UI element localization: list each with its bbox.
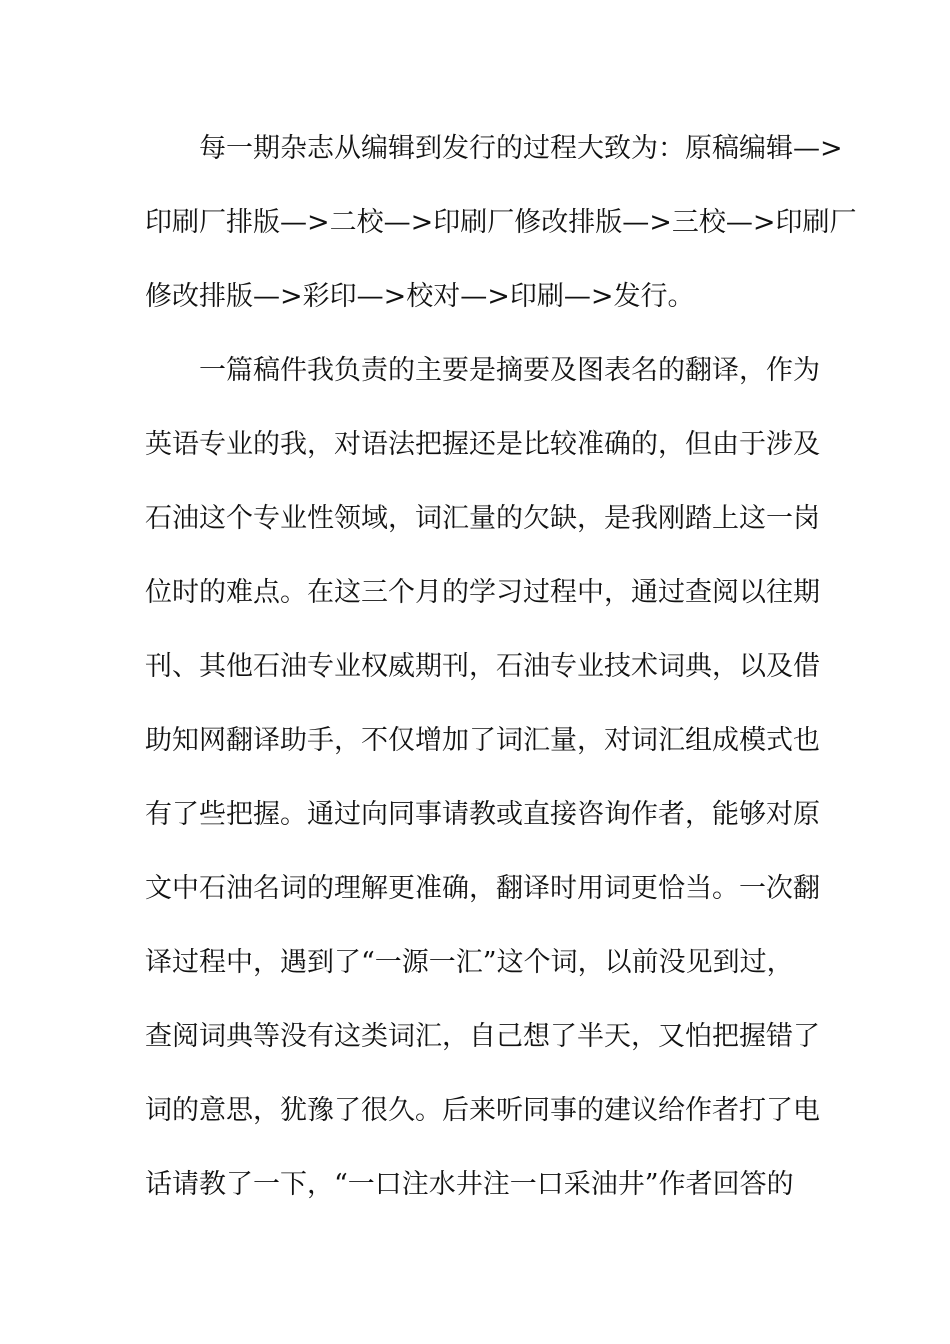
text-line: 位时的难点。在这三个月的学习过程中，通过查阅以往期	[145, 577, 820, 608]
text-line: 印刷厂排版—>二校—>印刷厂修改排版—>三校—>印刷厂	[145, 207, 857, 238]
text-line: 助知网翻译助手，不仅增加了词汇量，对词汇组成模式也	[145, 725, 820, 756]
text-line: 一篇稿件我负责的主要是摘要及图表名的翻译，作为	[199, 355, 820, 386]
text-line: 查阅词典等没有这类词汇，自己想了半天，又怕把握错了	[145, 1021, 820, 1052]
text-line: 文中石油名词的理解更准确，翻译时用词更恰当。一次翻	[145, 873, 820, 904]
paragraph-translation-work	[145, 334, 820, 1222]
paragraph-publishing-process	[145, 112, 857, 334]
text-line: 刊、其他石油专业权威期刊，石油专业技术词典，以及借	[145, 651, 820, 682]
text-line: 译过程中，遇到了“一源一汇”这个词，以前没见到过，	[145, 947, 794, 978]
text-line: 有了些把握。通过向同事请教或直接咨询作者，能够对原	[145, 799, 820, 830]
text-line: 英语专业的我，对语法把握还是比较准确的，但由于涉及	[145, 429, 820, 460]
document-body	[145, 112, 857, 1222]
text-line: 词的意思，犹豫了很久。后来听同事的建议给作者打了电	[145, 1095, 820, 1126]
text-line: 每一期杂志从编辑到发行的过程大致为：原稿编辑—>	[199, 133, 843, 164]
text-line: 话请教了一下，“一口注水井注一口采油井”作者回答的	[145, 1169, 794, 1200]
text-line: 修改排版—>彩印—>校对—>印刷—>发行。	[145, 281, 695, 312]
text-line: 石油这个专业性领域，词汇量的欠缺，是我刚踏上这一岗	[145, 503, 820, 534]
